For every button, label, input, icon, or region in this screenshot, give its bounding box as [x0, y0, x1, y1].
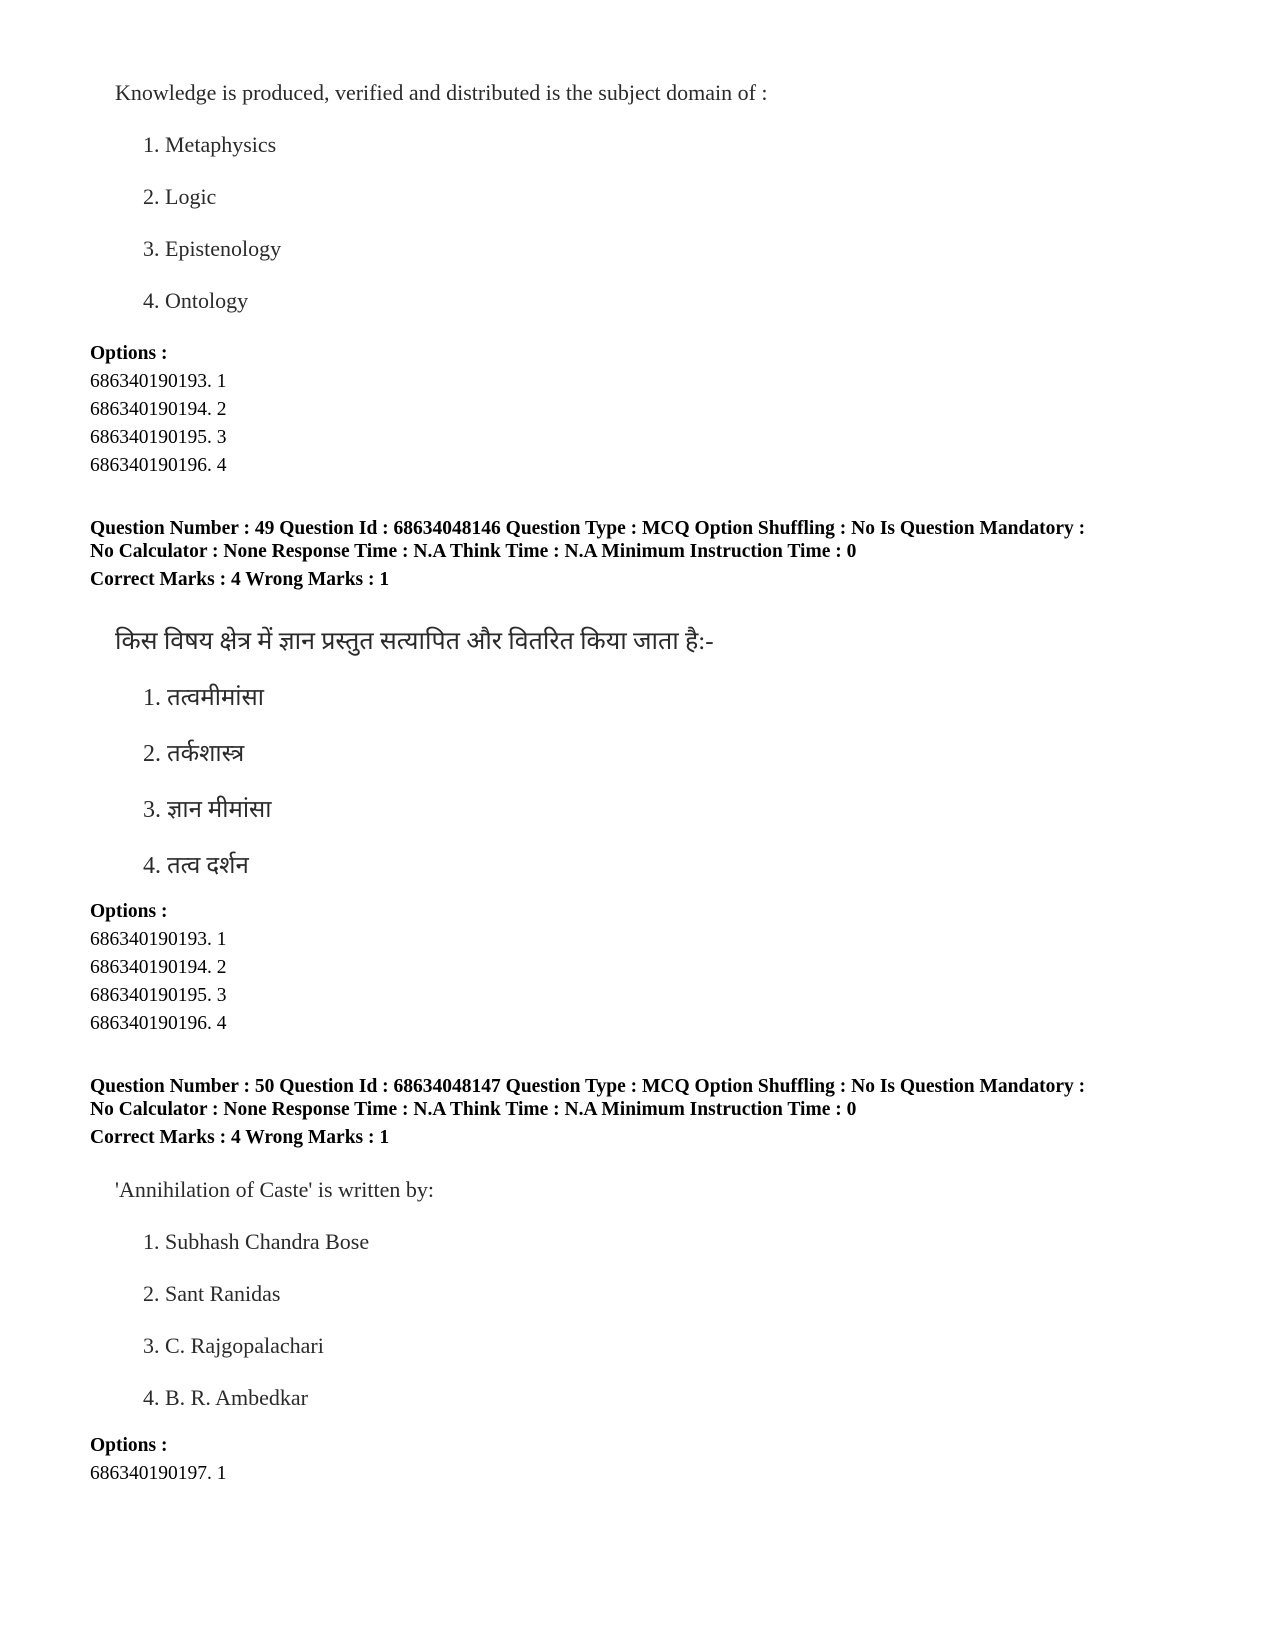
answer-choice: 1. तत्वमीमांसा — [143, 685, 264, 711]
option-id: 686340190193. 1 — [90, 371, 227, 392]
question-meta: No Calculator : None Response Time : N.A Think Time : N.A Minimum Instruction Time : 0 — [90, 541, 857, 562]
question-meta: Question Number : 50 Question Id : 68634048147 Question Type : MCQ Option Shuffling : No Is Question Mandatory : — [90, 1076, 1086, 1097]
answer-choice: 4. तत्व दर्शन — [143, 853, 249, 879]
option-id: 686340190195. 3 — [90, 427, 227, 448]
options-label: Options : — [90, 343, 168, 364]
answer-choice: 3. ज्ञान मीमांसा — [143, 797, 272, 823]
answer-choice: 2. Sant Ranidas — [143, 1281, 281, 1306]
answer-choice: 3. C. Rajgopalachari — [143, 1333, 324, 1358]
option-id: 686340190196. 4 — [90, 455, 227, 476]
option-id: 686340190193. 1 — [90, 929, 227, 950]
answer-choice: 1. Metaphysics — [143, 132, 277, 157]
question-meta: Question Number : 49 Question Id : 68634048146 Question Type : MCQ Option Shuffling : No Is Question Mandatory : — [90, 518, 1086, 539]
option-id: 686340190194. 2 — [90, 399, 227, 420]
question-meta: No Calculator : None Response Time : N.A Think Time : N.A Minimum Instruction Time : 0 — [90, 1099, 857, 1120]
question-stem: Knowledge is produced, verified and distributed is the subject domain of : — [115, 80, 768, 105]
answer-choice: 1. Subhash Chandra Bose — [143, 1229, 370, 1254]
option-id: 686340190197. 1 — [90, 1463, 227, 1484]
question-stem: किस विषय क्षेत्र में ज्ञान प्रस्तुत सत्यापित और वितरित किया जाता है:- — [115, 628, 714, 655]
options-label: Options : — [90, 901, 168, 922]
answer-choice: 2. Logic — [143, 184, 217, 209]
answer-choice: 4. B. R. Ambedkar — [143, 1385, 308, 1410]
question-marks: Correct Marks : 4 Wrong Marks : 1 — [90, 569, 390, 590]
answer-choice: 3. Epistenology — [143, 236, 282, 261]
question-stem: 'Annihilation of Caste' is written by: — [115, 1177, 434, 1202]
option-id: 686340190194. 2 — [90, 957, 227, 978]
answer-choice: 4. Ontology — [143, 288, 249, 313]
answer-choice: 2. तर्कशास्त्र — [143, 741, 245, 767]
question-marks: Correct Marks : 4 Wrong Marks : 1 — [90, 1127, 390, 1148]
option-id: 686340190195. 3 — [90, 985, 227, 1006]
option-id: 686340190196. 4 — [90, 1013, 227, 1034]
options-label: Options : — [90, 1435, 168, 1456]
